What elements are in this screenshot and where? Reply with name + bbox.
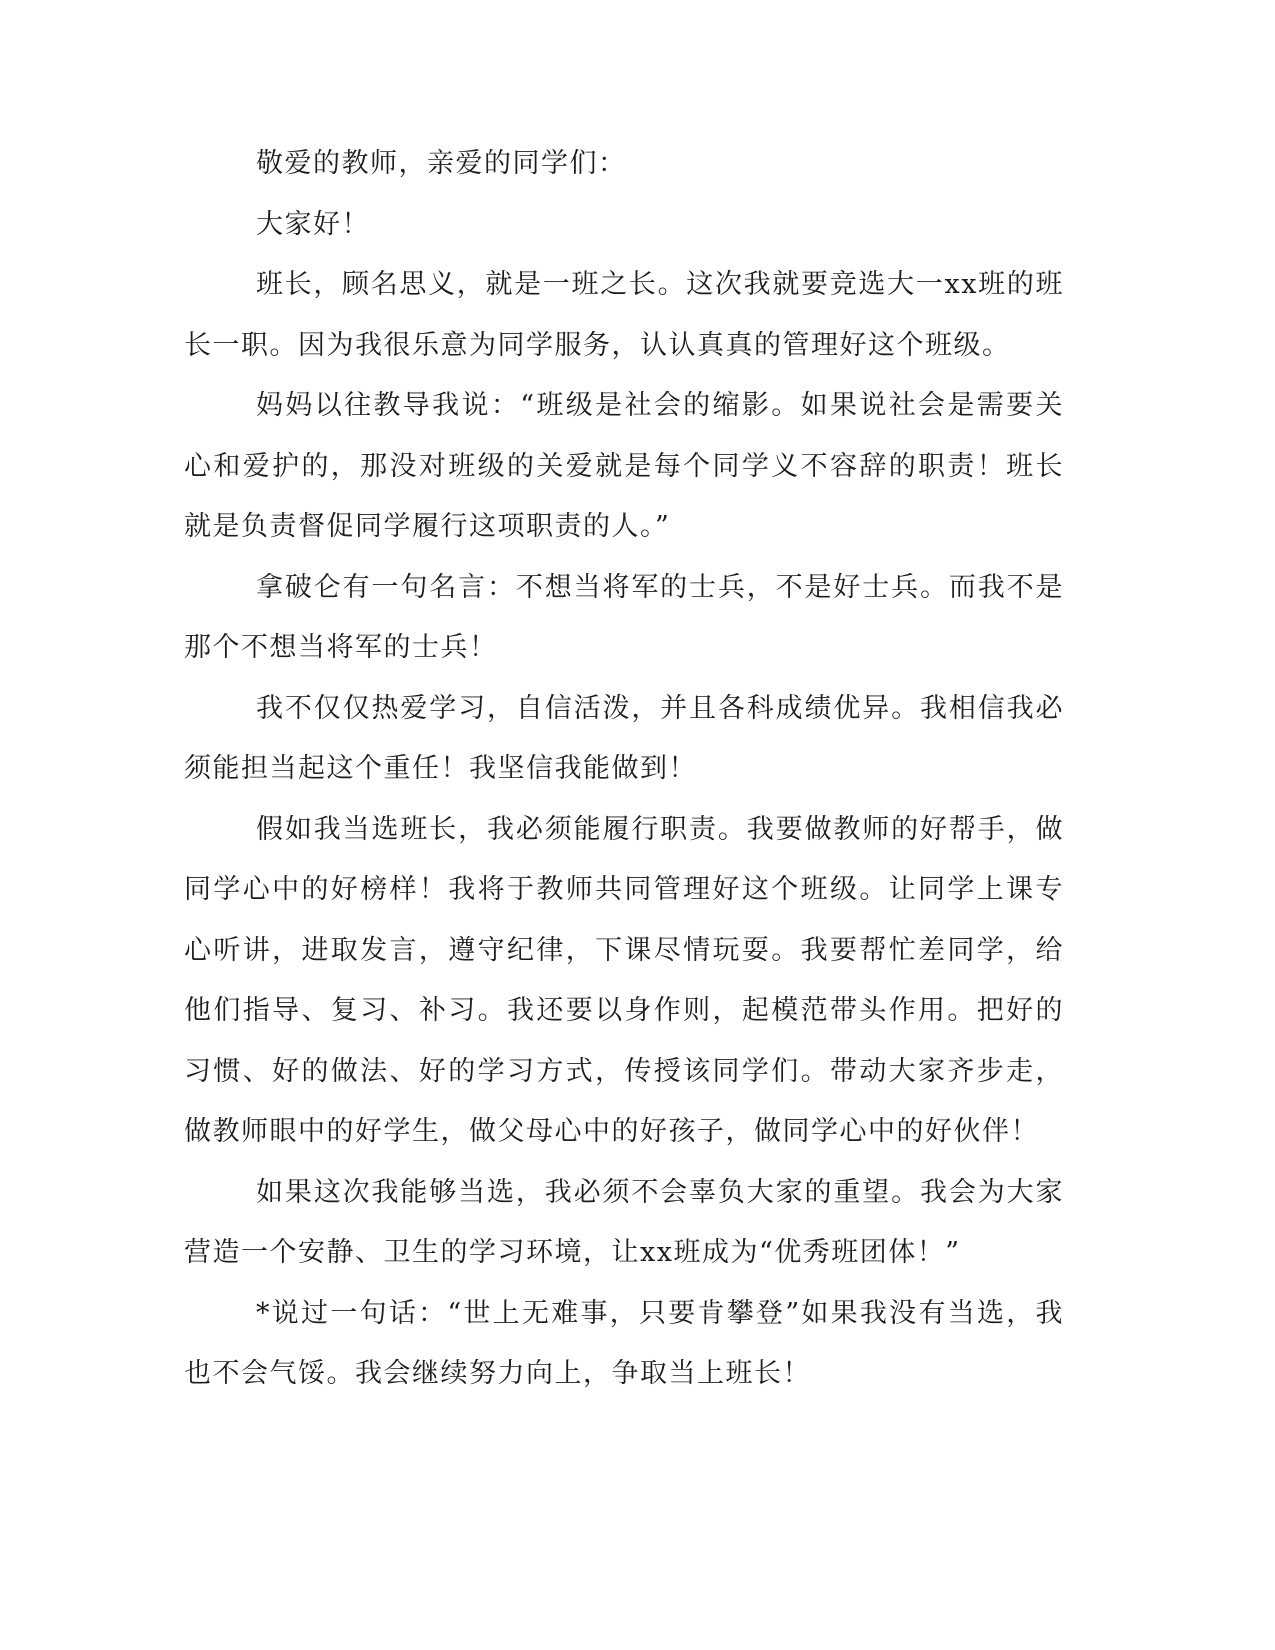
paragraph: 班长，顾名思义，就是一班之长。这次我就要竞选大一xx班的班长一职。因为我很乐意为同学服务，认认真真的管理好这个班级。 (184, 269, 1064, 361)
paragraph: 如果这次我能够当选，我必须不会辜负大家的重望。我会为大家营造一个安静、卫生的学习环境，让xx班成为“优秀班团体！” (184, 1176, 1064, 1268)
paragraph: *说过一句话：“世上无难事，只要肯攀登”如果我没有当选，我也不会气馁。我会继续努力向上，争取当上班长！ (184, 1297, 1064, 1389)
salutation: 敬爱的教师，亲爱的同学们： (256, 148, 627, 179)
paragraph: 妈妈以往教导我说：“班级是社会的缩影。如果说社会是需要关心和爱护的，那没对班级的关爱就是每个同学义不容辞的职责！班长就是负责督促同学履行这项职责的人。” (184, 390, 1064, 542)
greeting: 大家好！ (256, 208, 370, 240)
paragraph: 我不仅仅热爱学习，自信活泼，并且各科成绩优异。我相信我必须能担当起这个重任！我坚信我能做到！ (184, 692, 1064, 784)
paragraph: 假如我当选班长，我必须能履行职责。我要做教师的好帮手，做同学心中的好榜样！我将于教师共同管理好这个班级。让同学上课专心听讲，进取发言，遵守纪律，下课尽情玩耍。我要帮忙差同学，给他们指导、复习、补习。我还要以身作则，起模范带头作用。把好的习惯、好的做法、好的学习方式，传授该同学们。带动大家齐步走，做教师眼中的好学生，做父母心中的好孩子，做同学心中的好伙伴！ (184, 813, 1064, 1147)
speech-body (184, 134, 1064, 1405)
paragraph: 拿破仑有一句名言：不想当将军的士兵，不是好士兵。而我不是那个不想当将军的士兵！ (184, 571, 1064, 663)
